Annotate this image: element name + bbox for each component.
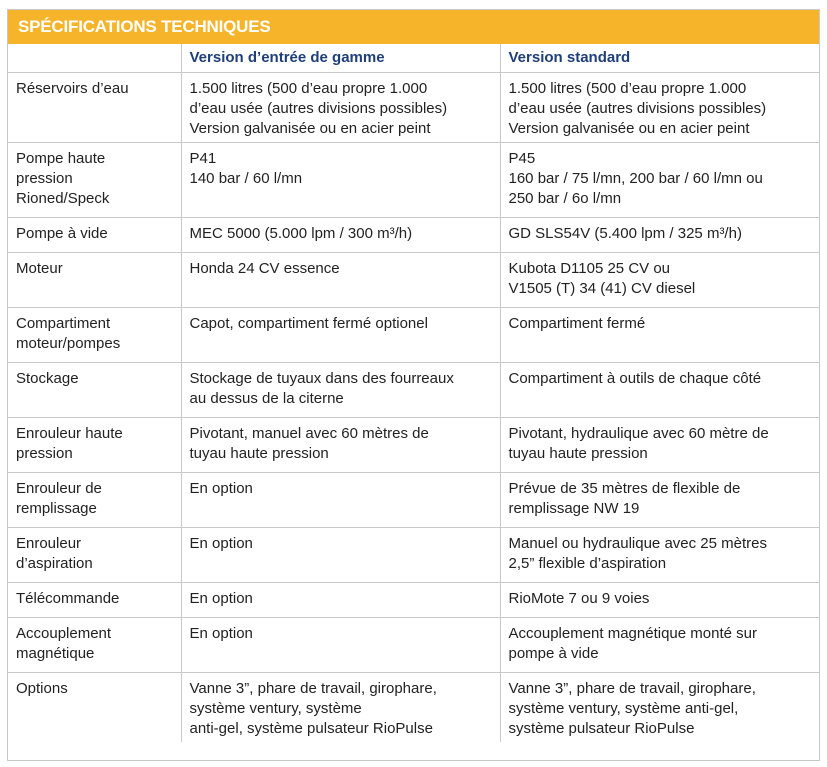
standard-value-line: Accouplement magnétique monté sur xyxy=(508,625,757,642)
table-row xyxy=(8,418,819,473)
spec-label-line: magnétique xyxy=(16,645,95,662)
entry-value-line: d’eau usée (autres divisions possibles) xyxy=(189,100,448,117)
standard-value-line: d’eau usée (autres divisions possibles) xyxy=(508,100,767,117)
standard-value-line: Prévue de 35 mètres de flexible de xyxy=(508,480,741,497)
spec-label-line: Stockage xyxy=(16,370,79,387)
spec-label-line: Enrouleur xyxy=(16,535,82,552)
entry-value-line: tuyau haute pression xyxy=(189,445,329,462)
entry-value-line: P41 xyxy=(189,150,217,167)
standard-value-line: Manuel ou hydraulique avec 25 mètres xyxy=(508,535,767,552)
entry-value-cell xyxy=(181,673,500,743)
standard-value-line: GD SLS54V (5.400 lpm / 325 m³/h) xyxy=(508,225,742,242)
spec-label-cell xyxy=(8,583,181,618)
header-empty xyxy=(8,44,181,73)
table-row xyxy=(8,583,819,618)
spec-label-cell xyxy=(8,363,181,418)
standard-value-line: 1.500 litres (500 d’eau propre 1.000 xyxy=(508,80,747,97)
standard-value-cell xyxy=(500,473,819,528)
spec-label-cell xyxy=(8,673,181,743)
table-row xyxy=(8,618,819,673)
spec-label-line: remplissage xyxy=(16,500,97,517)
entry-value-line: 140 bar / 60 l/mn xyxy=(189,170,303,187)
standard-value-line: Version galvanisée ou en acier peint xyxy=(508,120,750,137)
entry-value-line: Vanne 3”, phare de travail, girophare, xyxy=(189,680,437,697)
spec-table xyxy=(8,44,819,742)
table-row xyxy=(8,528,819,583)
standard-value-line: RioMote 7 ou 9 voies xyxy=(508,590,650,607)
standard-value-line: système pulsateur RioPulse xyxy=(508,720,695,737)
spec-label-cell xyxy=(8,143,181,218)
entry-value-line: Honda 24 CV essence xyxy=(189,260,340,277)
table-row xyxy=(8,308,819,363)
spec-label-line: Rioned/Speck xyxy=(16,190,110,207)
entry-value-line: Capot, compartiment fermé optionel xyxy=(189,315,428,332)
entry-value-cell xyxy=(181,473,500,528)
spec-label-line: Moteur xyxy=(16,260,63,277)
standard-value-line: système ventury, système anti-gel, xyxy=(508,700,739,717)
spec-label-line: moteur/pompes xyxy=(16,335,121,352)
standard-value-cell xyxy=(500,308,819,363)
entry-value-line: En option xyxy=(189,590,253,607)
spec-label-line: Accouplement xyxy=(16,625,112,642)
entry-value-line: au dessus de la citerne xyxy=(189,390,344,407)
spec-label-line: Pompe à vide xyxy=(16,225,108,242)
table-row xyxy=(8,473,819,528)
spec-label-line: Enrouleur de xyxy=(16,480,102,497)
spec-label-cell xyxy=(8,618,181,673)
table-row xyxy=(8,363,819,418)
entry-value-cell xyxy=(181,528,500,583)
standard-value-cell xyxy=(500,73,819,143)
standard-value-line: Compartiment à outils de chaque côté xyxy=(508,370,762,387)
standard-value-line: Pivotant, hydraulique avec 60 mètre de xyxy=(508,425,769,442)
standard-value-cell xyxy=(500,618,819,673)
table-row xyxy=(8,73,819,143)
standard-value-line: 2,5” flexible d’aspiration xyxy=(508,555,667,572)
entry-value-cell xyxy=(181,143,500,218)
standard-value-cell xyxy=(500,673,819,743)
standard-value-line: tuyau haute pression xyxy=(508,445,648,462)
table-row xyxy=(8,253,819,308)
entry-value-cell xyxy=(181,218,500,253)
header-row xyxy=(8,44,819,73)
standard-value-cell xyxy=(500,143,819,218)
standard-value-cell xyxy=(500,583,819,618)
standard-value-cell xyxy=(500,528,819,583)
standard-value-line: Vanne 3”, phare de travail, girophare, xyxy=(508,680,756,697)
table-row xyxy=(8,218,819,253)
entry-value-cell xyxy=(181,308,500,363)
standard-value-line: V1505 (T) 34 (41) CV diesel xyxy=(508,280,696,297)
entry-value-cell xyxy=(181,618,500,673)
entry-value-line: Version galvanisée ou en acier peint xyxy=(189,120,431,137)
entry-value-line: Pivotant, manuel avec 60 mètres de xyxy=(189,425,429,442)
standard-value-cell xyxy=(500,418,819,473)
table-row xyxy=(8,143,819,218)
standard-value-cell xyxy=(500,363,819,418)
spec-sheet xyxy=(7,9,820,761)
standard-value-line: remplissage NW 19 xyxy=(508,500,640,517)
spec-label-line: pression xyxy=(16,170,73,187)
spec-label-line: Réservoirs d’eau xyxy=(16,80,129,97)
standard-value-line: Compartiment fermé xyxy=(508,315,646,332)
spec-label-line: Options xyxy=(16,680,68,697)
entry-value-cell xyxy=(181,73,500,143)
entry-value-line: anti-gel, système pulsateur RioPulse xyxy=(189,720,433,737)
entry-value-cell xyxy=(181,418,500,473)
spec-label-cell xyxy=(8,473,181,528)
standard-value-cell xyxy=(500,253,819,308)
spec-label-line: Enrouleur haute xyxy=(16,425,123,442)
spec-label-cell xyxy=(8,73,181,143)
table-row xyxy=(8,673,819,743)
entry-value-line: Stockage de tuyaux dans des fourreaux xyxy=(189,370,454,387)
spec-body xyxy=(8,73,819,743)
spec-label-line: Télécommande xyxy=(16,590,120,607)
standard-value-line: Kubota D1105 25 CV ou xyxy=(508,260,671,277)
standard-value-line: P45 xyxy=(508,150,536,167)
spec-label-line: pression xyxy=(16,445,73,462)
entry-value-line: 1.500 litres (500 d’eau propre 1.000 xyxy=(189,80,428,97)
entry-value-line: MEC 5000 (5.000 lpm / 300 m³/h) xyxy=(189,225,413,242)
spec-label-line: Compartiment xyxy=(16,315,111,332)
entry-value-line: système ventury, système xyxy=(189,700,362,717)
spec-label-cell xyxy=(8,308,181,363)
spec-label-cell xyxy=(8,418,181,473)
header-entry-version: Version d’entrée de gamme xyxy=(181,44,500,73)
entry-value-line: En option xyxy=(189,625,253,642)
standard-value-line: 250 bar / 6o l/mn xyxy=(508,190,622,207)
spec-label-cell xyxy=(8,528,181,583)
spec-label-line: Pompe haute xyxy=(16,150,106,167)
standard-value-line: pompe à vide xyxy=(508,645,599,662)
spec-label-cell xyxy=(8,218,181,253)
header-standard-version: Version standard xyxy=(500,44,819,73)
entry-value-cell xyxy=(181,253,500,308)
entry-value-cell xyxy=(181,583,500,618)
spec-label-line: d’aspiration xyxy=(16,555,93,572)
spec-label-cell xyxy=(8,253,181,308)
standard-value-line: 160 bar / 75 l/mn, 200 bar / 60 l/mn ou xyxy=(508,170,763,187)
section-title: SPÉCIFICATIONS TECHNIQUES xyxy=(8,10,819,44)
standard-value-cell xyxy=(500,218,819,253)
entry-value-cell xyxy=(181,363,500,418)
entry-value-line: En option xyxy=(189,535,253,552)
entry-value-line: En option xyxy=(189,480,253,497)
